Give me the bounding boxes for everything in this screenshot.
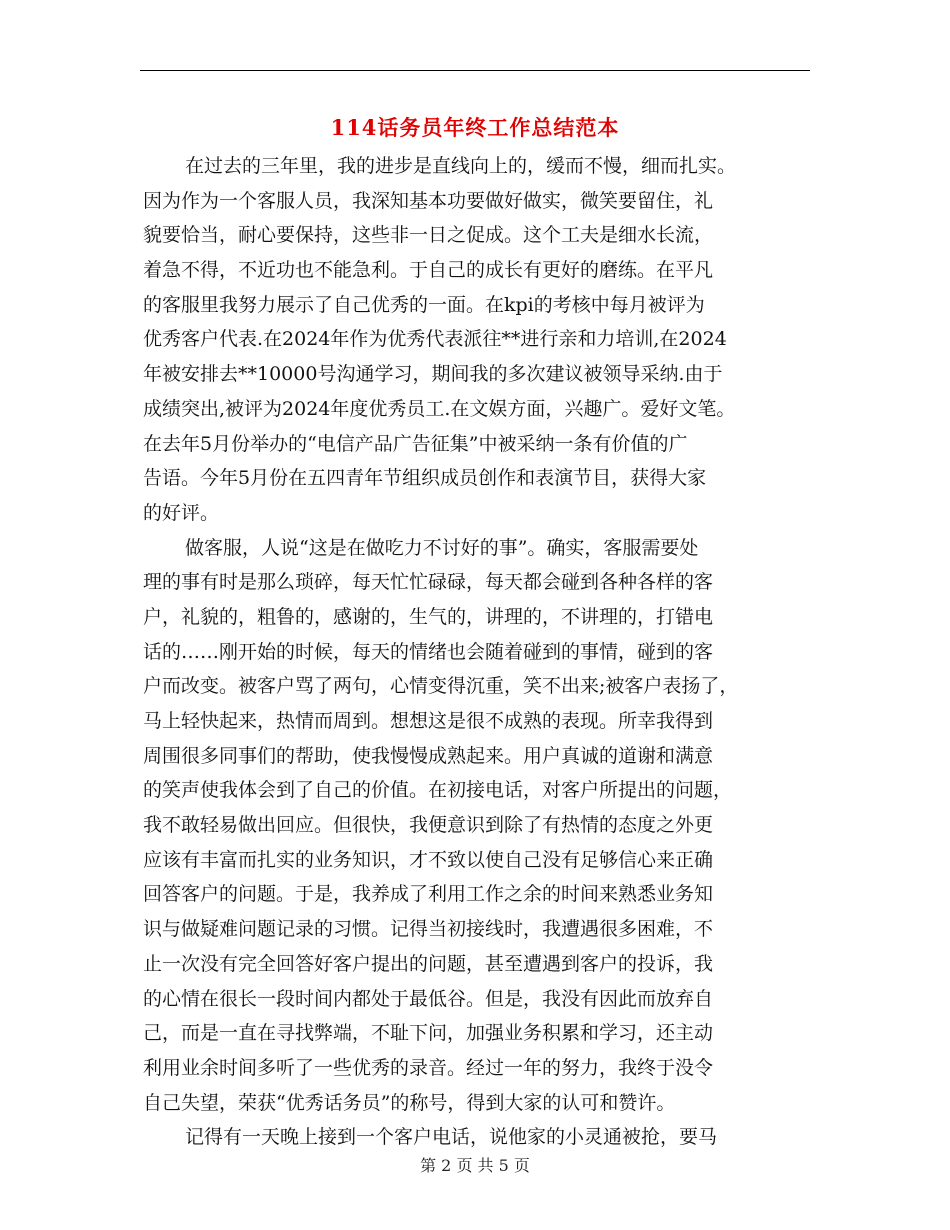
- paragraph-line: 优秀客户代表.在2024年作为优秀代表派往**进行亲和力培训,在2024: [143, 328, 727, 351]
- paragraph-line: 自己失望，荣获“优秀话务员”的称号，得到大家的认可和赞许。: [143, 1091, 676, 1114]
- paragraph-line: 理的事有时是那么琐碎，每天忙忙碌碌，每天都会碰到各种各样的客: [143, 571, 714, 594]
- paragraph-line: 在去年5月份举办的“电信产品广告征集”中被采纳一条有价值的广: [143, 432, 688, 455]
- paragraph-line: 马上轻快起来，热情而周到。想想这是很不成熟的表现。所幸我得到: [143, 710, 714, 732]
- paragraph-line: 成绩突出,被评为2024年度优秀员工.在文娱方面，兴趣广。爱好文笔。: [143, 397, 736, 420]
- page-number-footer: 第 2 页 共 5 页: [420, 1156, 530, 1175]
- paragraph-line: 年被安排去**10000号沟通学习，期间我的多次建议被领导采纳.由于: [143, 363, 723, 386]
- paragraph-line: 的好评。: [143, 501, 220, 524]
- paragraph-line: 话的……刚开始的时候，每天的情绪也会随着碰到的事情，碰到的客: [143, 640, 714, 663]
- paragraph-line: 的心情在很长一段时间内都处于最低谷。但是，我没有因此而放弃自: [143, 987, 714, 1010]
- paragraph-line: 的客服里我努力展示了自己优秀的一面。在kpi的考核中每月被评为: [143, 293, 705, 316]
- paragraph-line: 在过去的三年里，我的进步是直线向上的，缓而不慢，细而扎实。: [185, 155, 737, 177]
- paragraph-line: 记得有一天晚上接到一个客户电话，说他家的小灵通被抢，要马: [185, 1126, 718, 1149]
- document-title: 114话务员年终工作总结范本: [330, 115, 620, 140]
- paragraph-line: 识与做疑难问题记录的习惯。记得当初接线时，我遭遇很多困难，不: [143, 918, 714, 941]
- paragraph-line: 着急不得，不近功也不能急利。于自己的成长有更好的磨练。在平凡: [143, 259, 714, 282]
- document-body: [143, 149, 843, 1155]
- paragraph-line: 貌要恰当，耐心要保持，这些非一日之促成。这个工夫是细水长流，: [143, 224, 714, 247]
- paragraph-line: 止一次没有完全回答好客户提出的问题，甚至遭遇到客户的投诉，我: [143, 952, 714, 975]
- paragraph-line: 应该有丰富而扎实的业务知识，才不致以使自己没有足够信心来正确: [143, 848, 714, 871]
- paragraph-line: 我不敢轻易做出回应。但很快，我便意识到除了有热情的态度之外更: [143, 814, 714, 837]
- paragraph-line: 因为作为一个客服人员，我深知基本功要做好做实，微笑要留住，礼: [143, 189, 714, 212]
- paragraph-line: 周围很多同事们的帮助，使我慢慢成熟起来。用户真诚的道谢和满意: [143, 744, 714, 767]
- paragraph-line: 利用业余时间多听了一些优秀的录音。经过一年的努力，我终于没令: [143, 1056, 714, 1079]
- paragraph-line: 告语。今年5月份在五四青年节组织成员创作和表演节目，获得大家: [143, 467, 707, 490]
- header-rule: [140, 70, 810, 71]
- paragraph-line: 做客服，人说“这是在做吃力不讨好的事”。确实，客服需要处: [185, 536, 699, 559]
- paragraph-line: 的笑声使我体会到了自己的价值。在初接电话，对客户所提出的问题，: [143, 779, 733, 802]
- paragraph-line: 回答客户的问题。于是，我养成了利用工作之余的时间来熟悉业务知: [143, 883, 714, 906]
- paragraph-line: 户，礼貌的，粗鲁的，感谢的，生气的，讲理的，不讲理的，打错电: [143, 605, 714, 628]
- paragraph-line: 己，而是一直在寻找弊端，不耻下问，加强业务积累和学习，还主动: [143, 1022, 714, 1045]
- paragraph-line: 户而改变。被客户骂了两句，心情变得沉重，笑不出来;被客户表扬了，: [143, 675, 739, 698]
